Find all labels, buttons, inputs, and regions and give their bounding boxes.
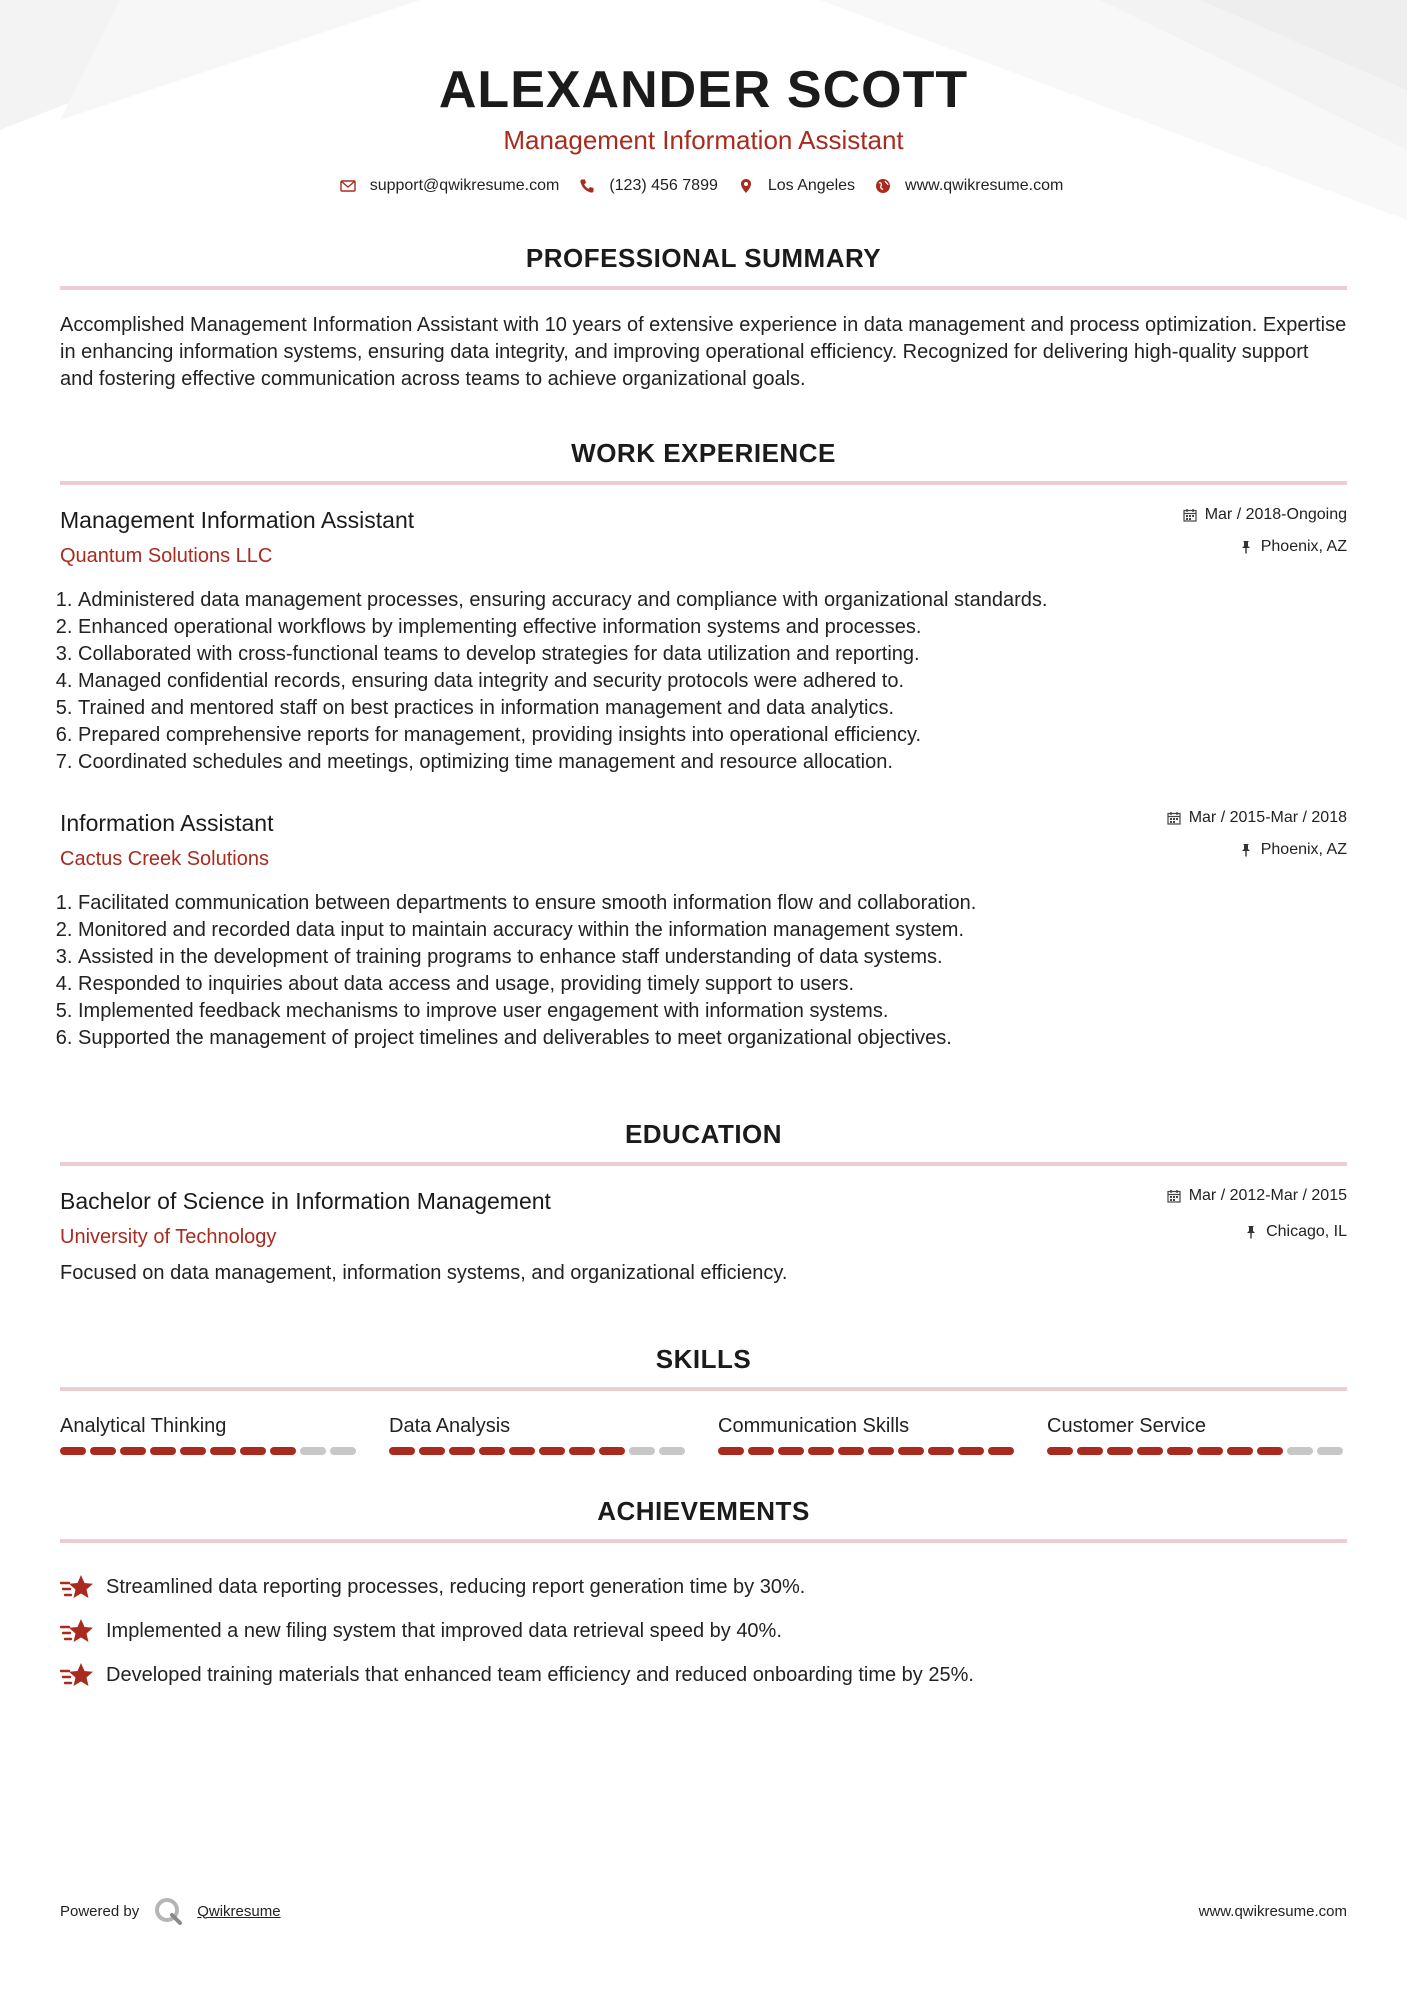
section-divider [60,286,1347,290]
list-item: 4. Managed confidential records, ensuring data integrity and security protocols were adhered to. [78,668,1347,695]
skill-level-segment [1227,1447,1253,1455]
skill-level-segment [778,1447,804,1455]
achievements-section [60,1495,1347,1697]
skill-name: Customer Service [1047,1415,1206,1437]
skill-level-segment [300,1447,326,1455]
job-dates: Mar / 2015-Mar / 2018 [1188,809,1347,826]
skill-level-segment [898,1447,924,1455]
skills-heading: SKILLS [655,1344,752,1374]
globe-icon [875,178,891,194]
calendar-icon [1167,1189,1181,1203]
achievement-text: Implemented a new filing system that improved data retrieval speed by 40%. [106,1620,782,1642]
experience-section [60,437,1347,1052]
list-item: 6. Prepared comprehensive reports for management, providing insights into operational efficiency. [78,722,1347,749]
job-role: Information Assistant [60,810,274,836]
skill-level-segment [419,1447,445,1455]
star-icon [60,1660,94,1690]
contact-website[interactable] [875,177,1063,195]
powered-by-label: Powered by [60,1902,140,1920]
skill-item [60,1413,360,1455]
skill-level-segment [270,1447,296,1455]
contact-phone[interactable] [579,177,718,195]
skill-level-segment [539,1447,565,1455]
skill-level-bar [1047,1447,1347,1455]
achievements-heading: ACHIEVEMENTS [597,1496,810,1526]
degree-title: Bachelor of Science in Information Management [60,1188,551,1214]
achievement-text: Developed training materials that enhanced team efficiency and reduced onboarding time by 25%. [106,1664,974,1686]
skill-level-segment [1107,1447,1133,1455]
skill-level-segment [718,1447,744,1455]
list-item: 7. Coordinated schedules and meetings, optimizing time management and resource allocation. [78,749,1347,776]
job-location: Phoenix, AZ [1260,841,1347,858]
skills-section [60,1343,1347,1455]
summary-section [60,242,1347,393]
skill-level-segment [808,1447,834,1455]
achievement-item [60,1609,1347,1653]
job-company: Quantum Solutions LLC [60,545,273,567]
skill-level-segment [449,1447,475,1455]
education-description: Focused on data management, information systems, and organizational efficiency. [60,1262,788,1284]
list-item: 3. Collaborated with cross-functional teams to develop strategies for data utilization and reporting. [78,641,1347,668]
skill-level-segment [599,1447,625,1455]
achievements-list [60,1565,1347,1697]
skill-level-segment [1257,1447,1283,1455]
pushpin-icon [1239,540,1253,554]
skill-level-segment [120,1447,146,1455]
section-divider [60,481,1347,485]
skill-level-segment [1047,1447,1073,1455]
skill-level-segment [868,1447,894,1455]
contact-website-text: www.qwikresume.com [905,177,1064,194]
calendar-icon [1183,508,1197,522]
location-pin-icon [738,178,754,194]
achievement-item [60,1653,1347,1697]
education-section [60,1118,1347,1287]
skill-level-segment [1197,1447,1223,1455]
skill-level-segment [330,1447,356,1455]
calendar-icon [1167,811,1181,825]
skills-list [60,1413,1347,1455]
school-name: University of Technology [60,1226,277,1248]
job-entry [60,505,1347,776]
summary-text: Accomplished Management Information Assistant with 10 years of extensive experience in data management and process optimization. Expertise in enhancing information systems, ensuring data integrity, and improving operational efficiency. Recognized for delivering high-quality support and fostering effective communication across teams to achieve organizational goals. [60,314,1347,390]
job-entry [60,808,1347,1052]
skill-level-segment [210,1447,236,1455]
mail-icon [340,178,356,194]
skill-level-segment [958,1447,984,1455]
star-icon [60,1572,94,1602]
skill-level-segment [60,1447,86,1455]
contact-email[interactable] [340,177,560,195]
skill-name: Data Analysis [389,1415,511,1437]
skill-level-segment [748,1447,774,1455]
skill-item [389,1413,689,1455]
contact-location-text: Los Angeles [767,177,856,194]
skill-level-segment [90,1447,116,1455]
list-item: 4. Responded to inquiries about data access and usage, providing timely support to users. [78,971,1347,998]
skill-level-segment [180,1447,206,1455]
education-entry [60,1186,1347,1287]
list-item: 1. Facilitated communication between departments to ensure smooth information flow and collaboration. [78,890,1347,917]
qwikresume-link[interactable]: Qwikresume [197,1902,281,1920]
skill-level-segment [659,1447,685,1455]
skill-name: Communication Skills [718,1415,910,1437]
skill-name: Analytical Thinking [60,1415,227,1437]
list-item: 5. Trained and mentored staff on best practices in information management and data analytics. [78,695,1347,722]
achievement-text: Streamlined data reporting processes, reducing report generation time by 30%. [106,1576,806,1598]
list-item: 6. Supported the management of project timelines and deliverables to meet organizational objectives. [78,1025,1347,1052]
skill-level-segment [1077,1447,1103,1455]
skill-item [718,1413,1018,1455]
section-divider [60,1162,1347,1166]
skill-level-segment [240,1447,266,1455]
list-item: 1. Administered data management processes, ensuring accuracy and compliance with organizational standards. [78,587,1347,614]
skill-level-segment [150,1447,176,1455]
section-divider [60,1539,1347,1543]
skill-level-segment [988,1447,1014,1455]
skill-level-segment [1317,1447,1343,1455]
skill-level-bar [389,1447,689,1455]
section-divider [60,1387,1347,1391]
skill-level-segment [389,1447,415,1455]
qwikresume-logo-icon [153,1896,183,1926]
phone-icon [579,178,595,194]
achievement-item [60,1565,1347,1609]
job-responsibilities [60,587,1347,776]
skill-level-bar [718,1447,1018,1455]
list-item: 2. Monitored and recorded data input to maintain accuracy within the information management system. [78,917,1347,944]
skill-level-segment [1137,1447,1163,1455]
footer-website[interactable]: www.qwikresume.com [1198,1902,1347,1920]
star-icon [60,1616,94,1646]
list-item: 2. Enhanced operational workflows by implementing effective information systems and processes. [78,614,1347,641]
summary-heading: PROFESSIONAL SUMMARY [525,243,882,273]
job-company: Cactus Creek Solutions [60,848,269,870]
skill-level-segment [569,1447,595,1455]
skill-level-segment [1167,1447,1193,1455]
skill-level-segment [629,1447,655,1455]
job-role: Management Information Assistant [60,507,415,533]
education-dates: Mar / 2012-Mar / 2015 [1188,1187,1347,1204]
list-item: 3. Assisted in the development of training programs to enhance staff understanding of data systems. [78,944,1347,971]
education-location: Chicago, IL [1266,1223,1347,1240]
education-heading: EDUCATION [624,1119,783,1149]
pushpin-icon [1239,843,1253,857]
candidate-name: ALEXANDER SCOTT [438,61,969,119]
pushpin-icon [1244,1225,1258,1239]
skill-level-segment [1287,1447,1313,1455]
skill-item [1047,1413,1347,1455]
contact-location [738,177,855,195]
contact-bar [60,174,1347,198]
experience-heading: WORK EXPERIENCE [571,438,836,468]
contact-phone-text: (123) 456 7899 [609,177,718,194]
skill-level-segment [928,1447,954,1455]
skill-level-segment [479,1447,505,1455]
skill-level-segment [509,1447,535,1455]
job-responsibilities [60,890,1347,1052]
skill-level-segment [838,1447,864,1455]
job-dates: Mar / 2018-Ongoing [1204,506,1347,523]
candidate-title: Management Information Assistant [503,125,904,155]
list-item: 5. Implemented feedback mechanisms to improve user engagement with information systems. [78,998,1347,1025]
job-location: Phoenix, AZ [1260,538,1347,555]
contact-email-text: support@qwikresume.com [369,177,560,194]
page-footer [60,1896,1347,1926]
skill-level-bar [60,1447,360,1455]
